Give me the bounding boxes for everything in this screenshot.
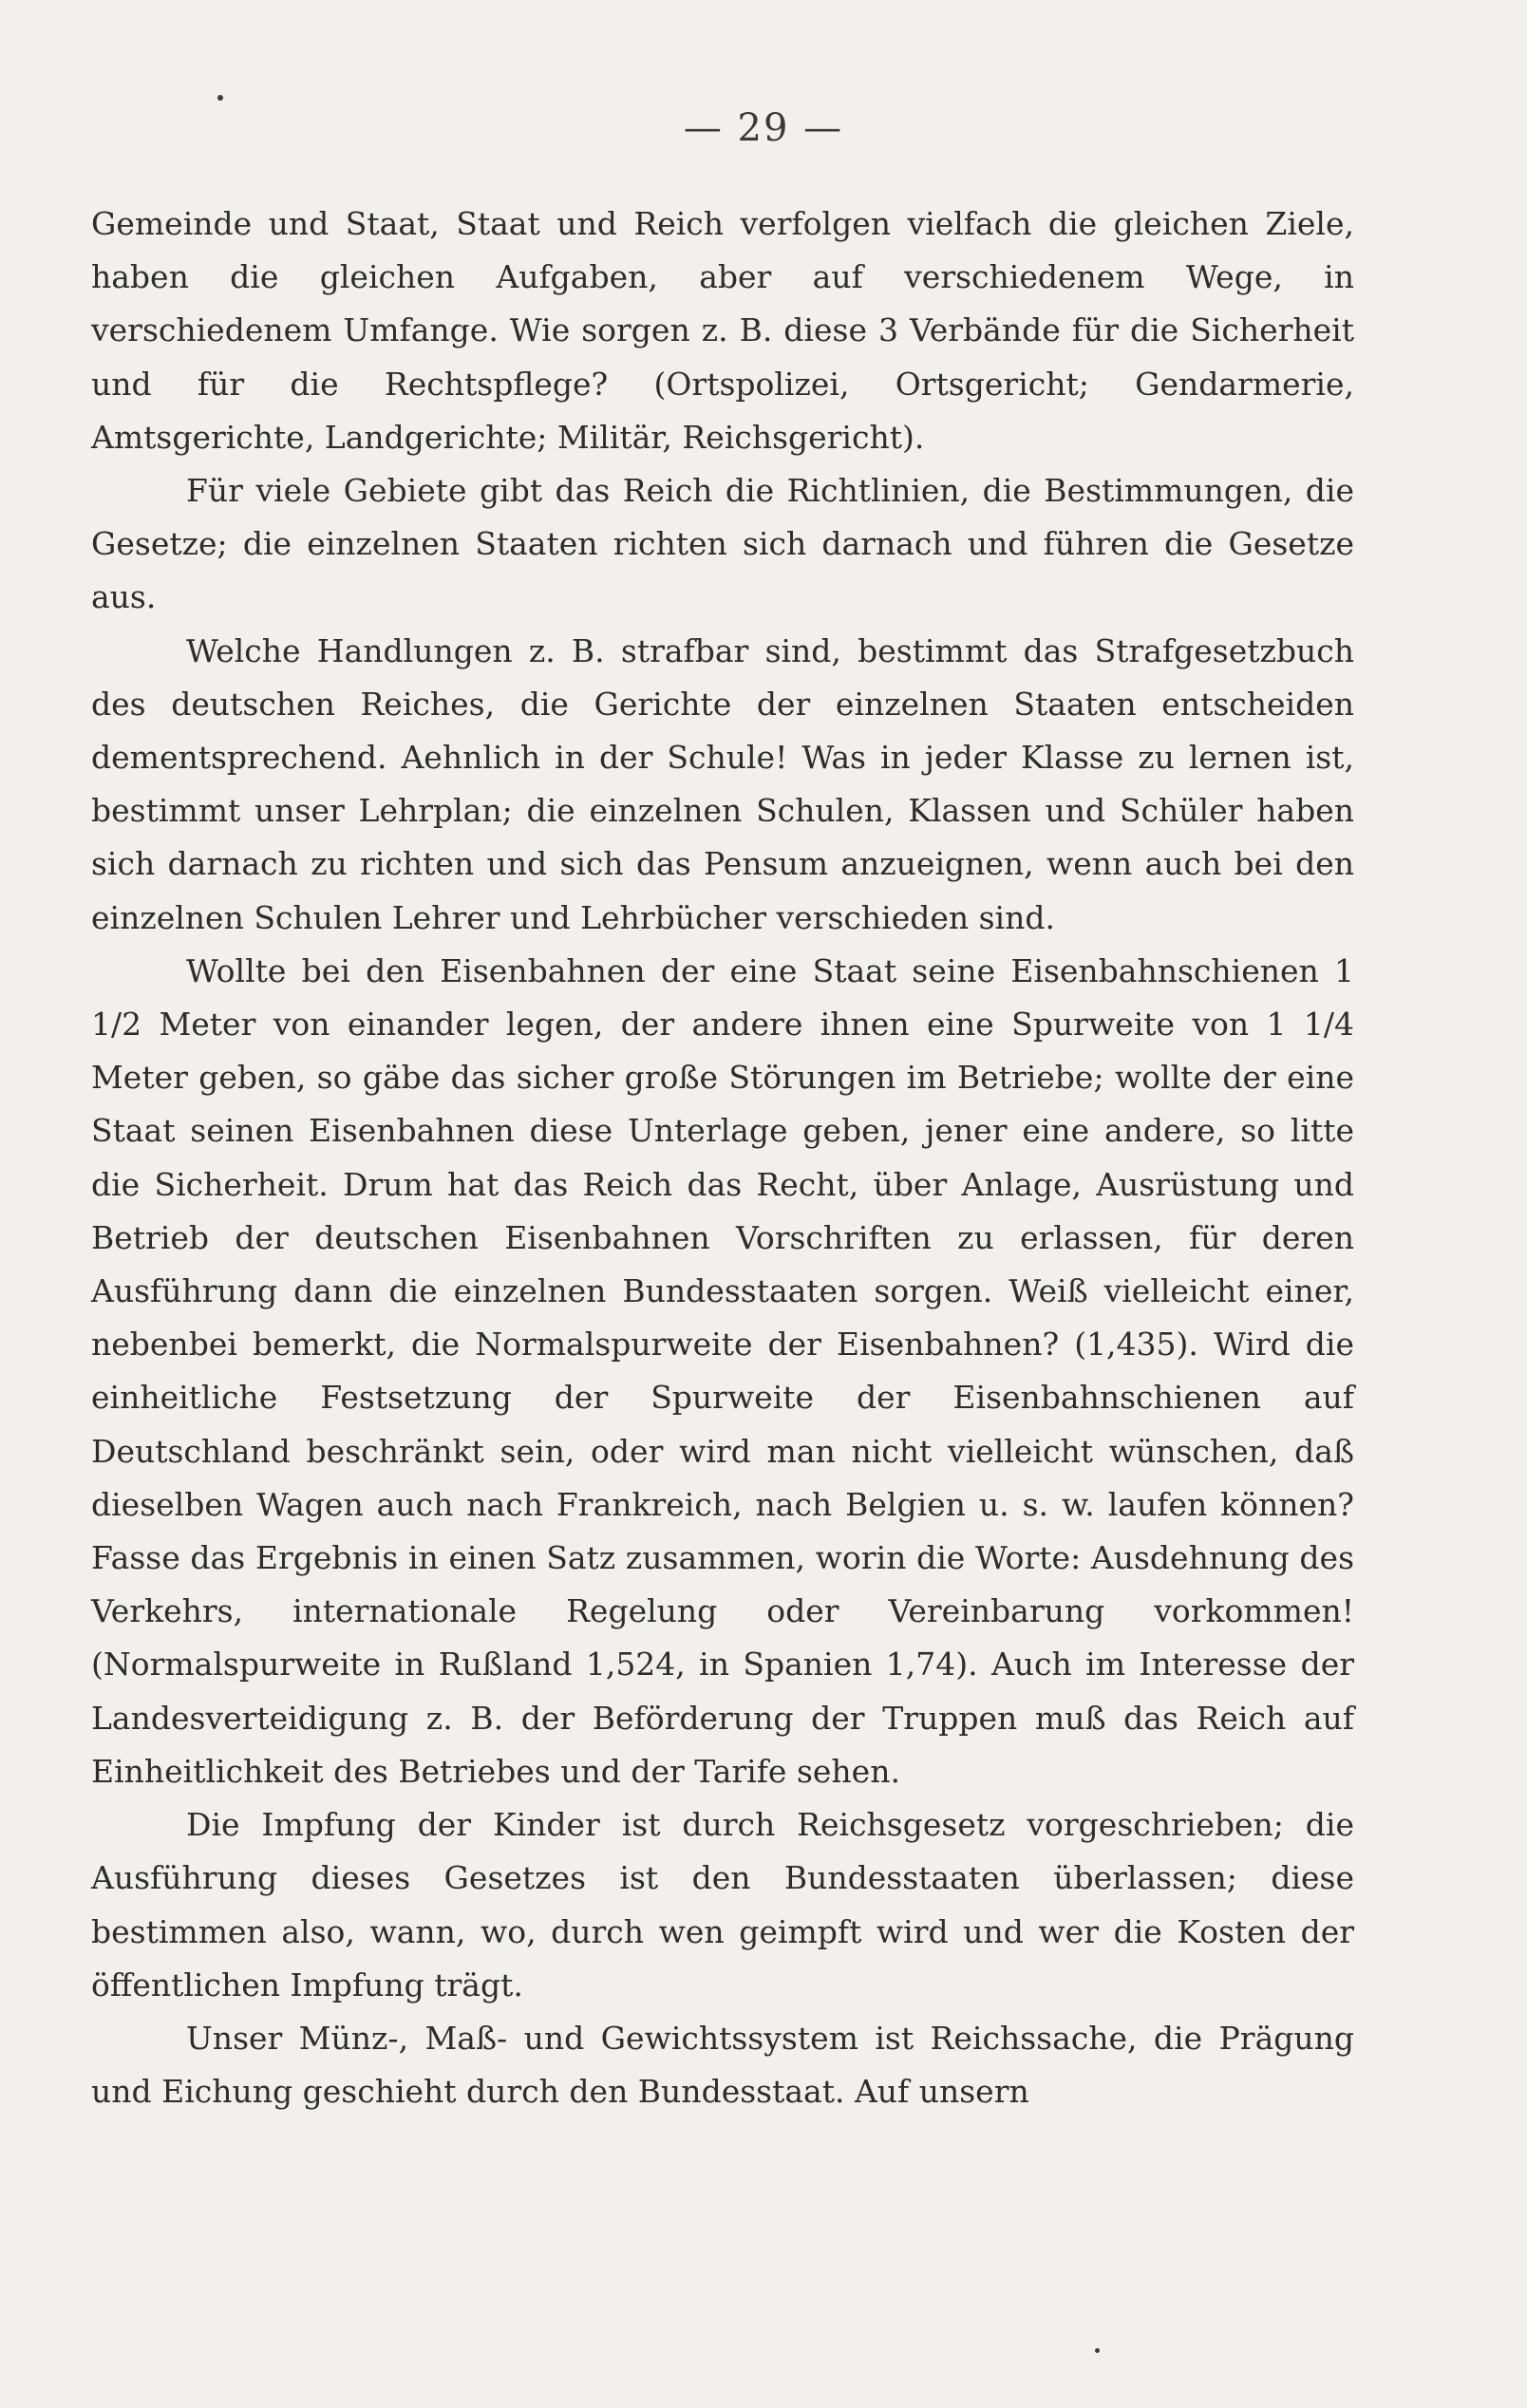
print-speck: [217, 95, 223, 101]
paragraph-2: Für viele Gebiete gibt das Reich die Richtlinien, die Bestimmungen, die Gesetze; die einzelnen Staaten richten sich darnach und führen die Gesetze aus.: [91, 472, 1354, 616]
paragraph-5: Die Impfung der Kinder ist durch Reichsgesetz vorgeschrieben; die Ausführung dieses Gesetzes ist den Bundesstaaten überlassen; diese bestimmen also, wann, wo, durch wen geimpft wird und wer die Kosten der öffentlichen Impfung trägt.: [91, 1806, 1354, 2004]
paragraph-6: Unser Münz-, Maß- und Gewichtssystem ist Reichssache, die Prägung und Eichung geschieht durch den Bundesstaat. Auf unsern: [91, 2019, 1354, 2111]
paragraph-4: Wollte bei den Eisenbahnen der eine Staat seine Eisenbahnschienen 1 1/2 Meter von einander legen, der andere ihnen eine Spurweite von 1 1/4 Meter geben, so gäbe das sicher große Störungen im Betriebe; wollte der eine Staat seinen Eisenbahnen diese Unterlage geben, jener eine andere, so litte die Sicherheit. Drum hat das Reich das Recht, über Anlage, Ausrüstung und Betrieb der deutschen Eisenbahnen Vorschriften zu erlassen, für deren Ausführung dann die einzelnen Bundesstaaten sorgen. Weiß vielleicht einer, nebenbei bemerkt, die Normalspurweite der Eisenbahnen? (1,435). Wird die einheitliche Festsetzung der Spurweite der Eisenbahnschienen auf Deutschland beschränkt sein, oder wird man nicht vielleicht wünschen, daß dieselben Wagen auch nach Frankreich, nach Belgien u. s. w. laufen können? Fasse das Ergebnis in einen Satz zusammen, worin die Worte: Ausdehnung des Verkehrs, internationale Regelung oder Vereinbarung vorkommen! (Normalspurweite in Rußland 1,524, in Spanien 1,74). Auch im Interesse der Landesverteidigung z. B. der Beförderung der Truppen muß das Reich auf Einheitlichkeit des Betriebes und der Tarife sehen.: [91, 951, 1354, 1790]
page-number: — 29 —: [683, 106, 844, 150]
paragraph-1: Gemeinde und Staat, Staat und Reich verfolgen vielfach die gleichen Ziele, haben die gleichen Aufgaben, aber auf verschiedenem Wege, in verschiedenem Umfange. Wie sorgen z. B. diese 3 Verbände für die Sicherheit und für die Rechtspflege? (Ortspolizei, Ortsgericht; Gendarmerie, Amtsgerichte, Landgerichte; Militär, Reichsgericht).: [91, 205, 1354, 456]
print-speck: [1095, 2348, 1100, 2353]
body-text: [91, 198, 1354, 2118]
paragraph-3: Welche Handlungen z. B. strafbar sind, bestimmt das Strafgesetzbuch des deutschen Reiches, die Gerichte der einzelnen Staaten entscheiden dementsprechend. Aehnlich in der Schule! Was in jeder Klasse zu lernen ist, bestimmt unser Lehrplan; die einzelnen Schulen, Klassen und Schüler haben sich darnach zu richten und sich das Pensum anzueignen, wenn auch bei den einzelnen Schulen Lehrer und Lehrbücher verschieden sind.: [91, 631, 1354, 936]
